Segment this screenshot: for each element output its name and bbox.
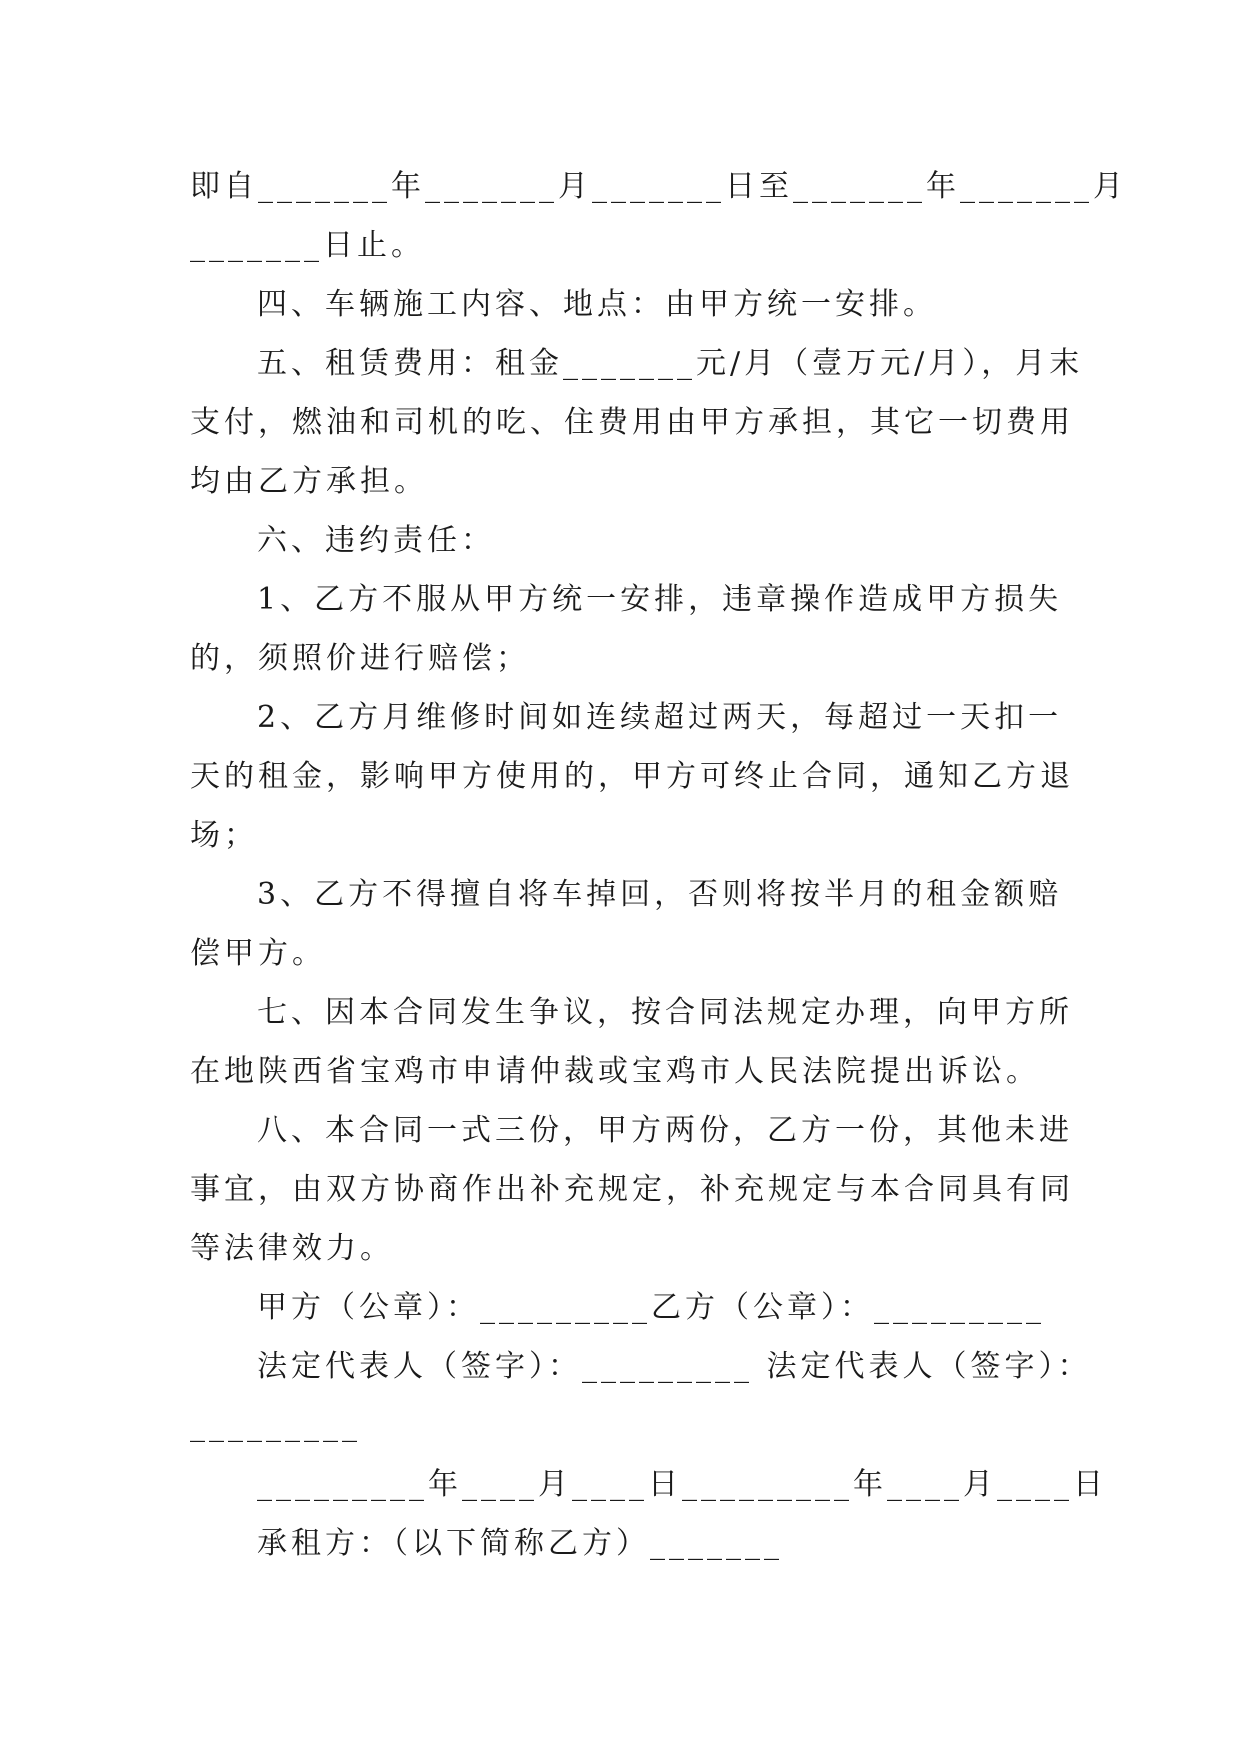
text-line: 1、乙方不服从甲方统一安排，违章操作造成甲方损失 [257,582,1063,617]
text-line: _______日止。 [190,228,425,263]
signature-line-seal: 甲方（公章）：_________乙方（公章）：_________ [257,1290,1045,1325]
text-line: 等法律效力。 [190,1231,394,1266]
text-line: 四、车辆施工内容、地点：由甲方统一安排。 [257,287,937,322]
text-line: 即自_______年_______月_______日至_______年_______月 [190,169,1127,204]
text-line: 事宜，由双方协商作出补充规定，补充规定与本合同具有同 [190,1172,1074,1207]
signature-blank: _________ [190,1408,361,1443]
signature-line-representative: 法定代表人（签字）：_________ 法定代表人（签字）： [257,1349,1092,1384]
lessee-line: 承租方：（以下简称乙方）_______ [257,1526,783,1561]
text-line: 的，须照价进行赔偿； [190,641,530,676]
text-line: 八、本合同一式三份，甲方两份，乙方一份，其他未进 [257,1113,1073,1148]
text-line: 均由乙方承担。 [190,464,428,499]
text-line: 在地陕西省宝鸡市申请仲裁或宝鸡市人民法院提出诉讼。 [190,1054,1040,1089]
text-line: 六、违约责任： [257,523,495,558]
text-line: 五、租赁费用：租金_______元/月（壹万元/月），月末 [257,346,1084,381]
text-line: 场； [190,818,258,853]
text-line: 支付，燃油和司机的吃、住费用由甲方承担，其它一切费用 [190,405,1074,440]
text-line: 3、乙方不得擅自将车掉回，否则将按半月的租金额赔 [257,877,1063,912]
text-line: 偿甲方。 [190,936,326,971]
text-line: 2、乙方月维修时间如连续超过两天，每超过一天扣一 [257,700,1063,735]
text-line: 天的租金，影响甲方使用的，甲方可终止合同，通知乙方退 [190,759,1074,794]
text-line: 七、因本合同发生争议，按合同法规定办理，向甲方所 [257,995,1073,1030]
date-line: _________年____月____日_________年____月____日 [257,1467,1107,1502]
